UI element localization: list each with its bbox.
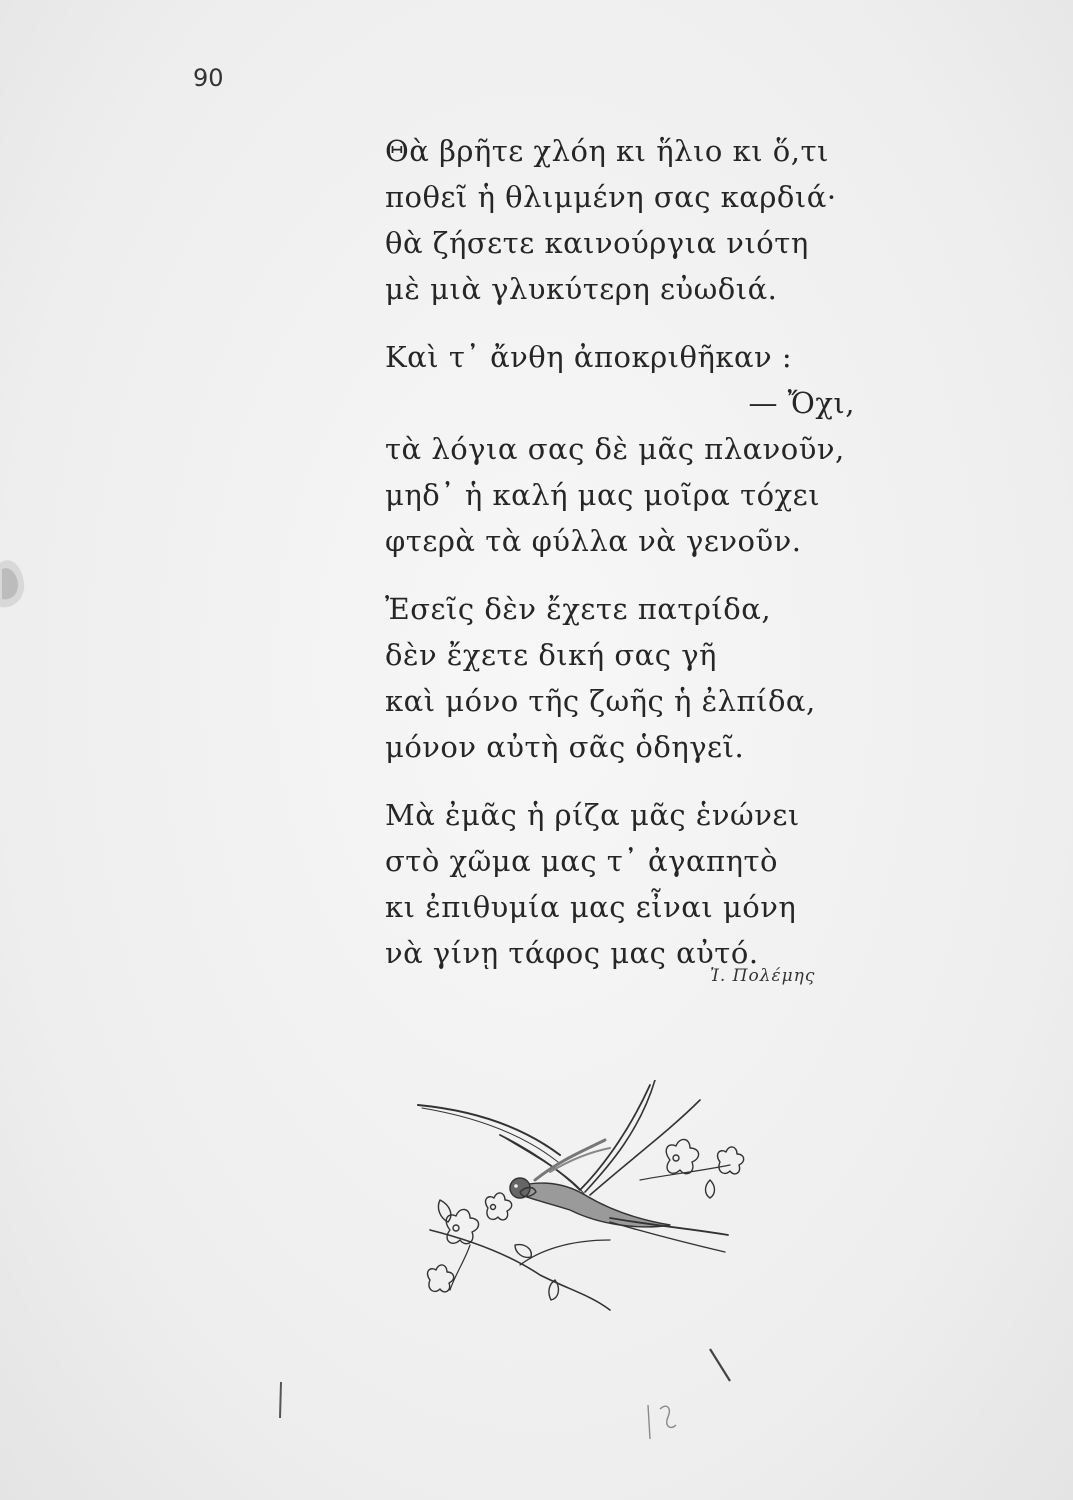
- poem-line: φτερὰ τὰ φύλλα νὰ γενοῦν.: [385, 524, 802, 558]
- poem: [385, 128, 855, 998]
- poem-line: δὲν ἔχετε δική σας γῆ: [385, 638, 717, 672]
- pencil-mark: [640, 1395, 690, 1445]
- poem-line: μὲ μιὰ γλυκύτερη εὐωδιά.: [385, 272, 778, 306]
- poem-line: θὰ ζήσετε καινούργια νιότη: [385, 226, 809, 260]
- poem-line: Μὰ ἐμᾶς ἡ ρίζα μᾶς ἑνώνει: [385, 798, 800, 832]
- page-number: 90: [193, 64, 224, 92]
- stanza-1: [385, 128, 855, 312]
- poem-line: νὰ γίνῃ τάφος μας αὐτό.: [385, 936, 759, 970]
- pencil-mark: [276, 1380, 286, 1420]
- poem-line: στὸ χῶμα μας τ᾽ ἀγαπητὸ: [385, 844, 778, 878]
- author-signature: Ἰ. Πολέμης: [710, 966, 816, 986]
- poem-line: Καὶ τ᾽ ἄνθη ἀποκριθῆκαν :: [385, 340, 793, 374]
- stanza-2: [385, 334, 855, 564]
- poem-line: Ἐσεῖς δὲν ἔχετε πατρίδα,: [385, 592, 772, 626]
- scan-smudge: [0, 555, 30, 615]
- stanza-3: [385, 586, 855, 770]
- stanza-4: [385, 792, 855, 976]
- poem-line: μηδ᾽ ἡ καλή μας μοῖρα τόχει: [385, 478, 821, 512]
- poem-line: ποθεῖ ἡ θλιμμένη σας καρδιά·: [385, 180, 837, 214]
- poem-line: μόνον αὐτὴ σᾶς ὁδηγεῖ.: [385, 730, 745, 764]
- poem-line: Θὰ βρῆτε χλόη κι ἥλιο κι ὅ,τι: [385, 134, 829, 168]
- pencil-mark: [700, 1345, 740, 1385]
- poem-line: καὶ μόνο τῆς ζωῆς ἡ ἐλπίδα,: [385, 684, 816, 718]
- poem-line: τὰ λόγια σας δὲ μᾶς πλανοῦν,: [385, 432, 845, 466]
- poem-line: κι ἐπιθυμία μας εἶναι μόνη: [385, 890, 797, 924]
- swallow-with-flowering-branch-icon: [410, 1080, 760, 1320]
- poem-line-reply: — Ὄχι,: [748, 386, 855, 420]
